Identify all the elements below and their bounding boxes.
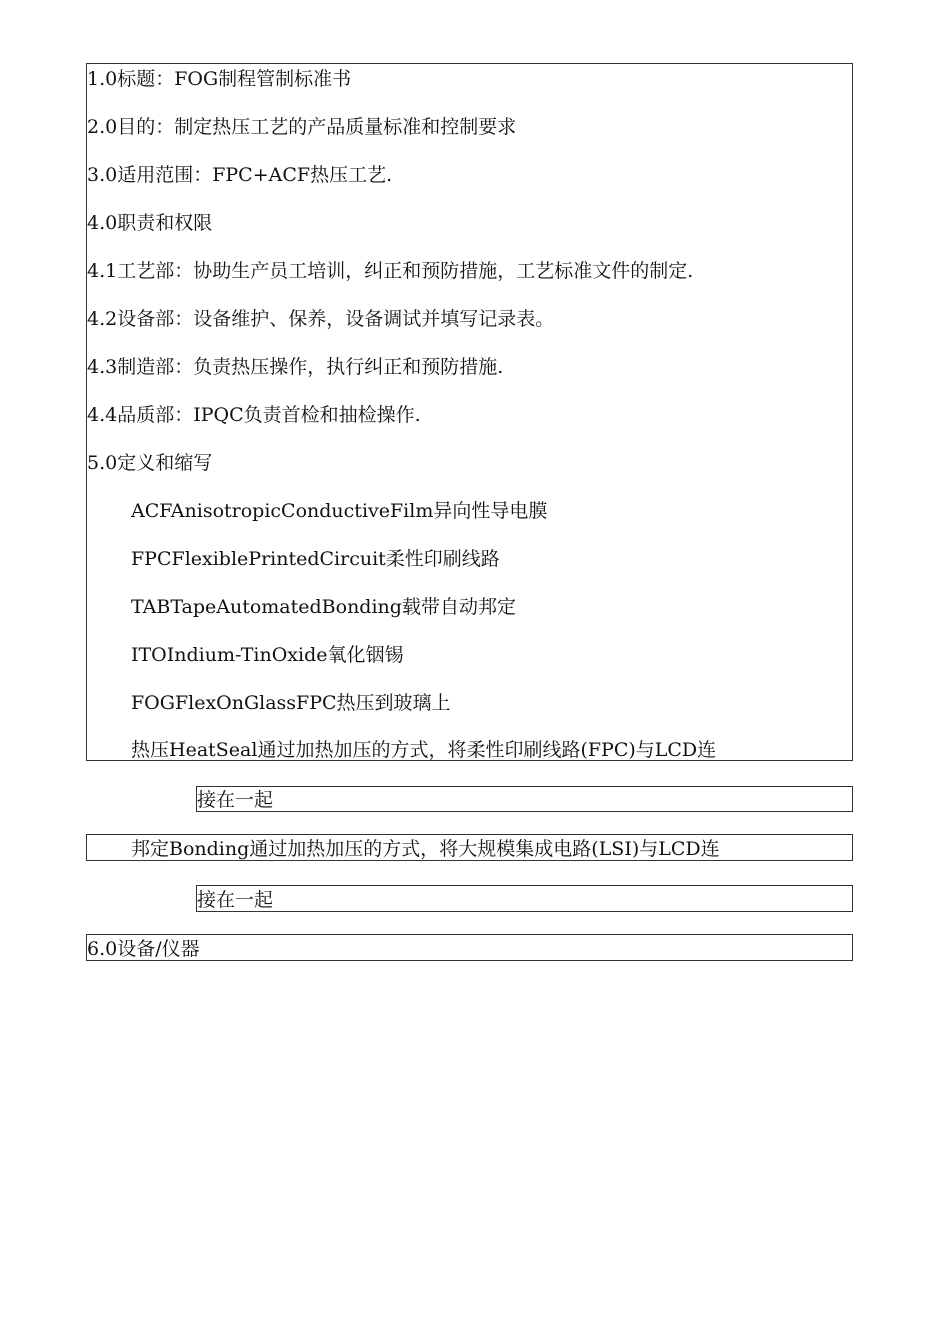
definition-ito: ITOIndium-TinOxide氧化铟锡 [131, 644, 404, 666]
definition-fog: FOGFlexOnGlassFPC热压到玻璃上 [131, 692, 451, 714]
scope-line: 3.0适用范围：FPC+ACF热压工艺. [87, 164, 393, 186]
heatseal-continuation-box [196, 786, 853, 812]
equipment-dept-line: 4.2设备部：设备维护、保养，设备调试并填写记录表。 [87, 308, 555, 330]
process-dept-line: 4.1工艺部：协助生产员工培训，纠正和预防措施，工艺标准文件的制定. [87, 260, 694, 282]
definitions-heading: 5.0定义和缩写 [87, 452, 213, 474]
definition-bonding: 邦定Bonding通过加热加压的方式，将大规模集成电路(LSI)与LCD连 [131, 838, 720, 860]
title-line: 1.0标题：FOG制程管制标准书 [87, 68, 352, 90]
definition-fpc: FPCFlexiblePrintedCircuit柔性印刷线路 [131, 548, 500, 570]
bonding-continuation: 接在一起 [197, 889, 274, 911]
definition-acf: ACFAnisotropicConductiveFilm异向性导电膜 [131, 500, 548, 522]
quality-dept-line: 4.4品质部：IPQC负责首检和抽检操作. [87, 404, 421, 426]
purpose-line: 2.0目的：制定热压工艺的产品质量标准和控制要求 [87, 116, 517, 138]
manufacturing-dept-line: 4.3制造部：负责热压操作，执行纠正和预防措施. [87, 356, 504, 378]
equipment-heading: 6.0设备/仪器 [87, 938, 200, 960]
responsibility-heading: 4.0职责和权限 [87, 212, 213, 234]
equipment-section-box [86, 934, 853, 961]
heatseal-continuation: 接在一起 [197, 789, 274, 811]
bonding-continuation-box [196, 885, 853, 912]
definition-heatseal: 热压HeatSeal通过加热加压的方式，将柔性印刷线路(FPC)与LCD连 [131, 739, 717, 761]
definition-tab: TABTapeAutomatedBonding载带自动邦定 [131, 596, 516, 618]
